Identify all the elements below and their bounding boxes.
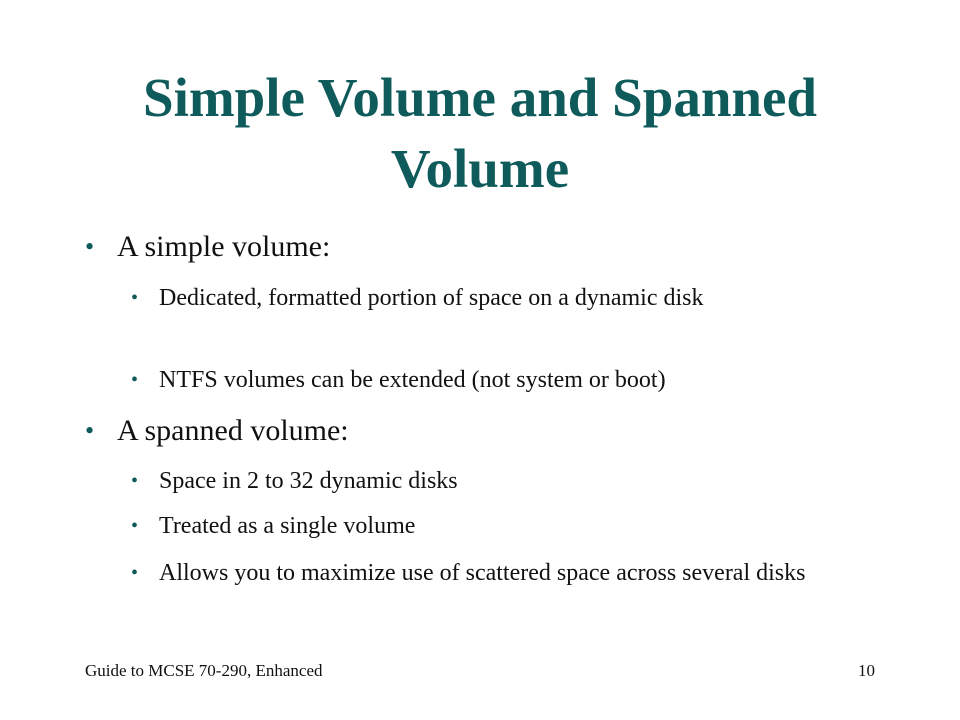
sub-bullet-item: [131, 510, 861, 542]
bullet-text: A spanned volume:: [117, 414, 349, 447]
sub-bullet-text: NTFS volumes can be extended (not system or boot): [159, 367, 666, 393]
sub-bullet-text: Space in 2 to 32 dynamic disks: [159, 468, 458, 494]
footer-page-number: 10: [858, 661, 875, 680]
sub-bullet-text: Dedicated, formatted portion of space on a dynamic disk: [159, 285, 704, 311]
slide-title: Simple Volume and Spanned Volume: [142, 67, 818, 199]
bullet-icon: •: [131, 287, 139, 309]
sub-bullet-text: Allows you to maximize use of scattered space across several disks: [159, 560, 806, 586]
sub-bullet-item: [131, 364, 861, 396]
bullet-icon: •: [85, 416, 95, 445]
footer-course-title: Guide to MCSE 70-290, Enhanced: [85, 661, 323, 680]
sub-bullet-item: [131, 282, 861, 314]
bullet-icon: •: [131, 470, 139, 492]
bullet-text: A simple volume:: [117, 230, 331, 263]
sub-bullet-item: [131, 465, 861, 497]
bullet-icon: •: [131, 562, 139, 584]
bullet-icon: •: [85, 232, 95, 261]
bullet-icon: •: [131, 369, 139, 391]
sub-bullet-item: [131, 557, 861, 589]
sub-bullet-text: Treated as a single volume: [159, 513, 416, 539]
bullet-icon: •: [131, 515, 139, 537]
